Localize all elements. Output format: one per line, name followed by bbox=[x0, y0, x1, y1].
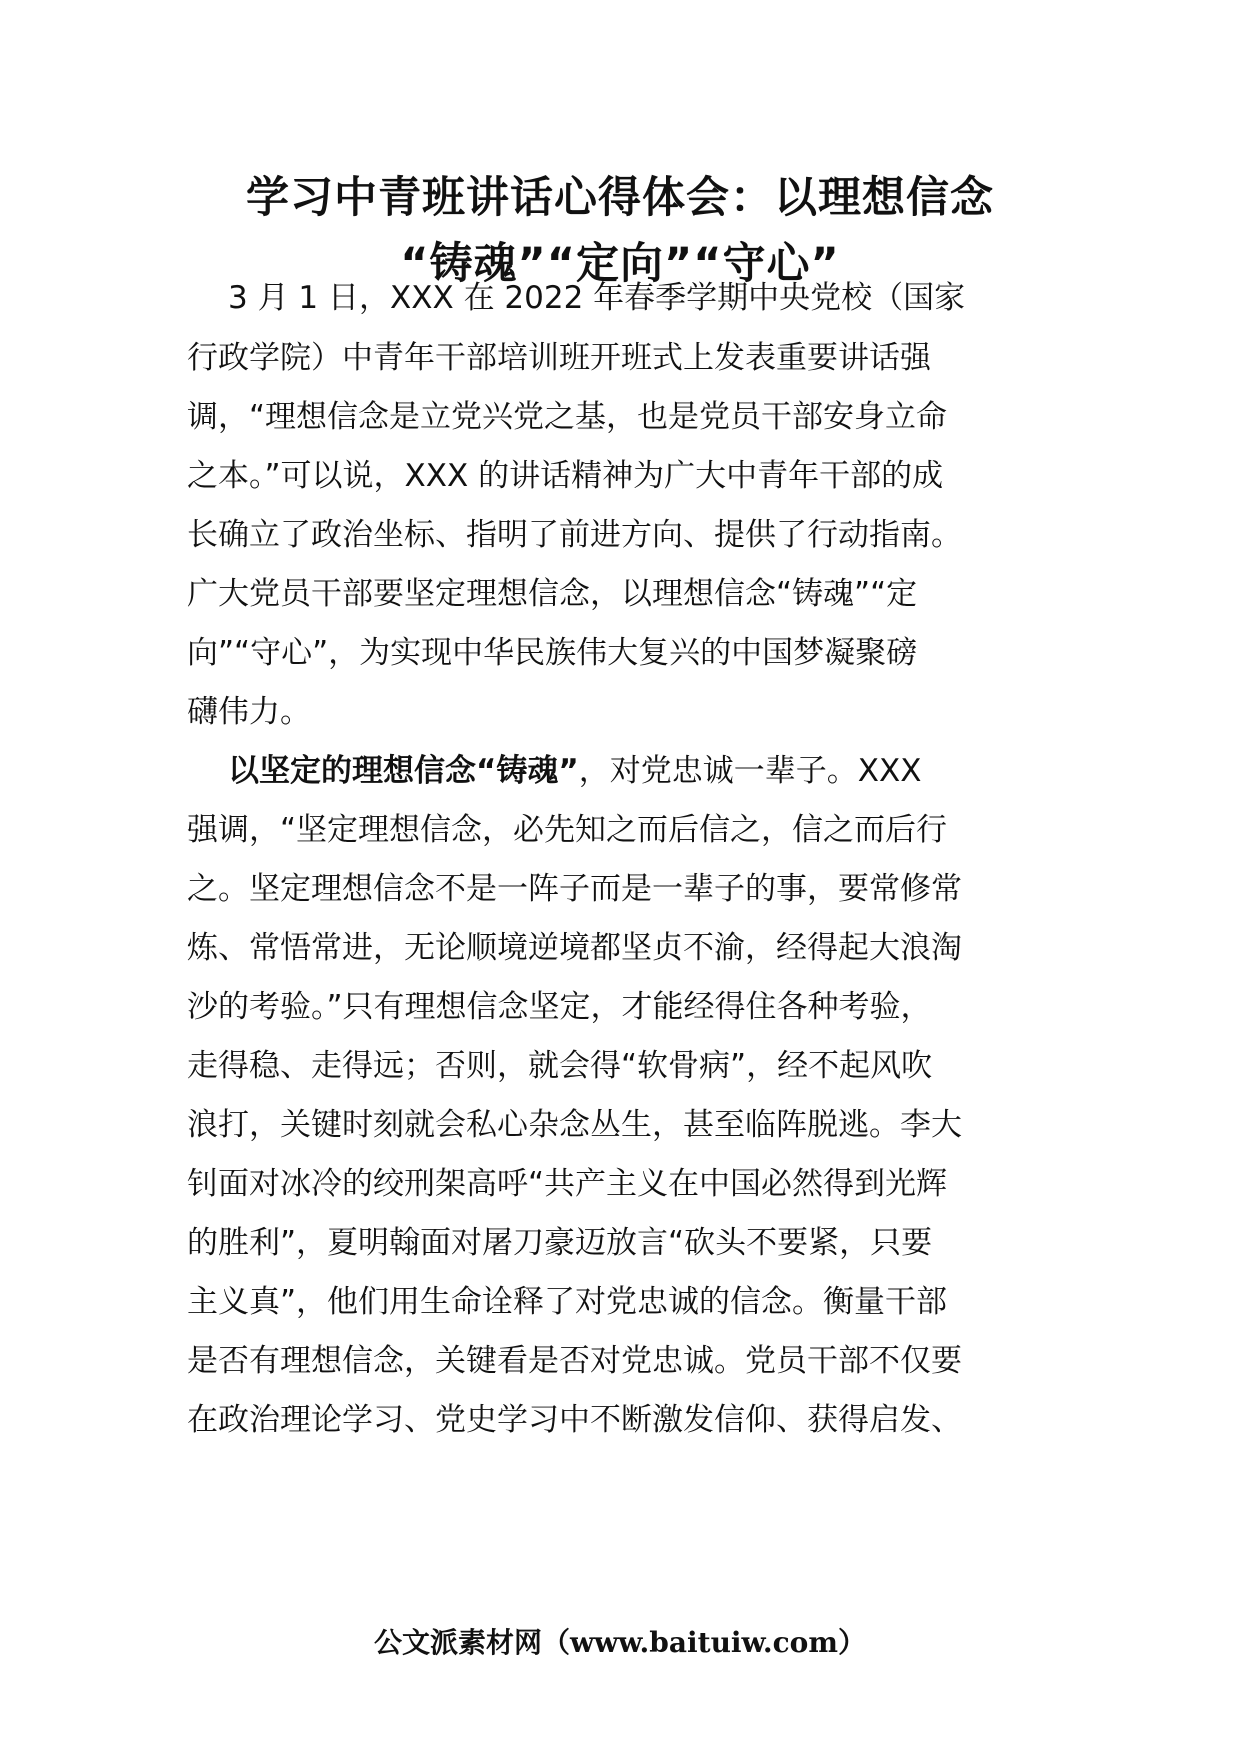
text-line: 礴伟力。 bbox=[187, 694, 311, 730]
text-line: 在政治理论学习、党史学习中不断激发信仰、获得启发、 bbox=[187, 1402, 962, 1438]
text-line: 强调，“坚定理想信念，必先知之而后信之，信之而后行 bbox=[187, 812, 948, 848]
text-line: 之本。”可以说，XXX 的讲话精神为广大中青年干部的成 bbox=[187, 458, 944, 494]
text-line: 主义真”，他们用生命诠释了对党忠诚的信念。衡量干部 bbox=[187, 1284, 948, 1320]
document-title-line-2: “铸魂”“定向”“守心” bbox=[400, 239, 840, 289]
text-line: 沙的考验。”只有理想信念坚定，才能经得住各种考验， bbox=[187, 989, 932, 1025]
text-line: 炼、常悟常进，无论顺境逆境都坚贞不渝，经得起大浪淘 bbox=[187, 930, 962, 966]
text-line: 浪打，关键时刻就会私心杂念丛生，甚至临阵脱逃。李大 bbox=[187, 1107, 962, 1143]
paragraph-heading: 以坚定的理想信念“铸魂” bbox=[228, 753, 579, 789]
text-line: 调，“理想信念是立党兴党之基，也是党员干部安身立命 bbox=[187, 399, 948, 435]
text-line: 3 月 1 日，XXX 在 2022 年春季学期中央党校（国家 bbox=[228, 280, 966, 316]
text-line: 的胜利”，夏明翰面对屠刀豪迈放言“砍头不要紧，只要 bbox=[187, 1225, 933, 1261]
text-line: 是否有理想信念，关键看是否对党忠诚。党员干部不仅要 bbox=[187, 1343, 962, 1379]
text-line: 广大党员干部要坚定理想信念，以理想信念“铸魂”“定 bbox=[187, 576, 918, 612]
document-title-line-1: 学习中青班讲话心得体会：以理想信念 bbox=[246, 173, 994, 223]
text-line: 向”“守心”，为实现中华民族伟大复兴的中国梦凝聚磅 bbox=[187, 635, 918, 671]
text-line: 走得稳、走得远；否则，就会得“软骨病”，经不起风吹 bbox=[187, 1048, 933, 1084]
text-line: 长确立了政治坐标、指明了前进方向、提供了行动指南。 bbox=[187, 517, 962, 553]
text-line: 行政学院）中青年干部培训班开班式上发表重要讲话强 bbox=[187, 340, 931, 376]
paragraph-2-first-line bbox=[228, 751, 921, 791]
paragraph-heading-rest: ，对党忠诚一辈子。XXX bbox=[578, 753, 922, 789]
text-line: 钊面对冰冷的绞刑架高呼“共产主义在中国必然得到光辉 bbox=[187, 1166, 948, 1202]
footer-watermark: 公文派素材网（www.baituiw.com） bbox=[374, 1626, 866, 1659]
text-line: 之。坚定理想信念不是一阵子而是一辈子的事，要常修常 bbox=[187, 871, 962, 907]
